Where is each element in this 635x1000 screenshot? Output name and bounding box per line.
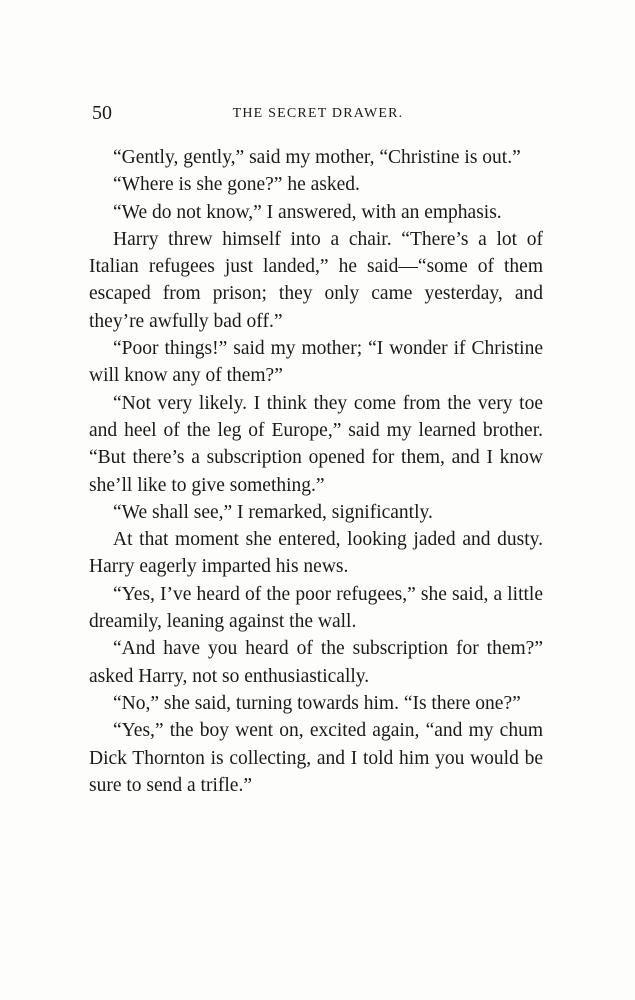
body-text: [89, 144, 543, 799]
paragraph: “Poor things!” said my mother; “I wonder if Christine will know any of them?”: [89, 338, 543, 387]
page-header: [92, 100, 544, 126]
paragraph: “Gently, gently,” said my mother, “Christine is out.”: [113, 147, 521, 168]
paragraph: “We shall see,” I remarked, significantly.: [113, 501, 433, 523]
paragraph: “Not very likely. I think they come from the very toe and heel of the leg of Europe,” said my learned brother. “But there’s a subscription opened for them, and I know she’ll like to give something.”: [89, 392, 543, 496]
paragraph: “Yes, I’ve heard of the poor refugees,” she said, a little dreamily, leaning against the wall.: [89, 583, 543, 633]
paragraph: “And have you heard of the subscription for them?” asked Harry, not so enthusiastically.: [89, 638, 543, 687]
paragraph: “Where is she gone?” he asked.: [113, 174, 360, 196]
paragraph: At that moment she entered, looking jaded and dusty. Harry eagerly imparted his news.: [89, 529, 543, 578]
paragraph: “No,” she said, turning towards him. “Is there one?”: [113, 692, 521, 714]
paragraph: “We do not know,” I answered, with an emphasis.: [113, 201, 502, 223]
paragraph: Harry threw himself into a chair. “There’s a lot of Italian refugees just landed,” he said—“some of them escaped from prison; they only came yesterday, and they’re awfully bad off.”: [89, 228, 543, 332]
running-title: THE SECRET DRAWER.: [232, 106, 404, 121]
paragraph: “Yes,” the boy went on, excited again, “and my chum Dick Thornton is collecting, and I told him you would be sure to send a trifle.”: [89, 720, 543, 796]
page-number: 50: [92, 102, 112, 124]
